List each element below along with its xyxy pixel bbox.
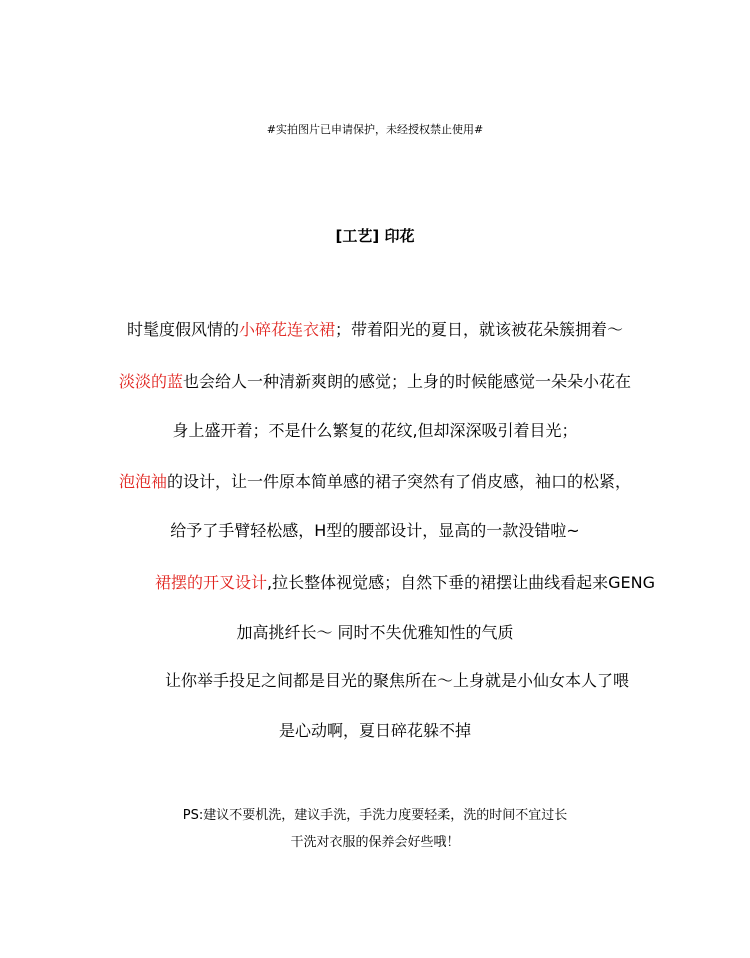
description-line-9: 是心动啊，夏日碎花躲不掉: [278, 721, 471, 740]
line-text: ；带着阳光的夏日，就该被花朵簇拥着～: [335, 320, 624, 339]
line-text: 也会给人一种清新爽朗的感觉；上身的时候能感觉一朵朵小花在: [183, 372, 632, 391]
craft-value: 印花: [384, 227, 415, 245]
description-line-8: 让你举手投足之间都是目光的聚焦所在～上身就是小仙女本人了喂: [164, 671, 629, 690]
craft-heading: [0, 225, 750, 246]
line-text: 时髦度假风情的: [126, 320, 239, 339]
description-line-6: [30, 570, 750, 593]
highlight-text: 小碎花连衣裙: [238, 320, 335, 339]
line-text: 的设计，让一件原本简单感的裙子突然有了俏皮感，袖口的松紧，: [167, 472, 632, 491]
description-line-3: 身上盛开着；不是什么繁复的花纹,但却深深吸引着目光；: [172, 421, 578, 440]
description-line-5: 给予了手臂轻松感，H型的腰部设计，显高的一款没错啦~: [170, 521, 580, 540]
highlight-text: 裙摆的开叉设计: [155, 573, 268, 592]
highlight-text: 泡泡袖: [118, 472, 167, 491]
description-line-4: [0, 469, 750, 492]
highlight-text: 淡淡的蓝: [118, 372, 183, 391]
line-text: ,拉长整体视觉感；自然下垂的裙摆让曲线看起来GENG: [267, 573, 655, 592]
care-note-line-2: 干洗对衣服的保养会好些哦！: [290, 835, 460, 850]
description-line-1: [0, 317, 750, 340]
copyright-notice: #实拍图片已申请保护，未经授权禁止使用#: [266, 123, 484, 136]
description-line-2: [0, 369, 750, 392]
craft-label: [工艺]: [335, 227, 380, 245]
care-note-line-1: PS:建议不要机洗，建议手洗，手洗力度要轻柔，洗的时间不宜过长: [182, 808, 568, 823]
description-line-7: 加高挑纤长～ 同时不失优雅知性的气质: [236, 623, 514, 642]
